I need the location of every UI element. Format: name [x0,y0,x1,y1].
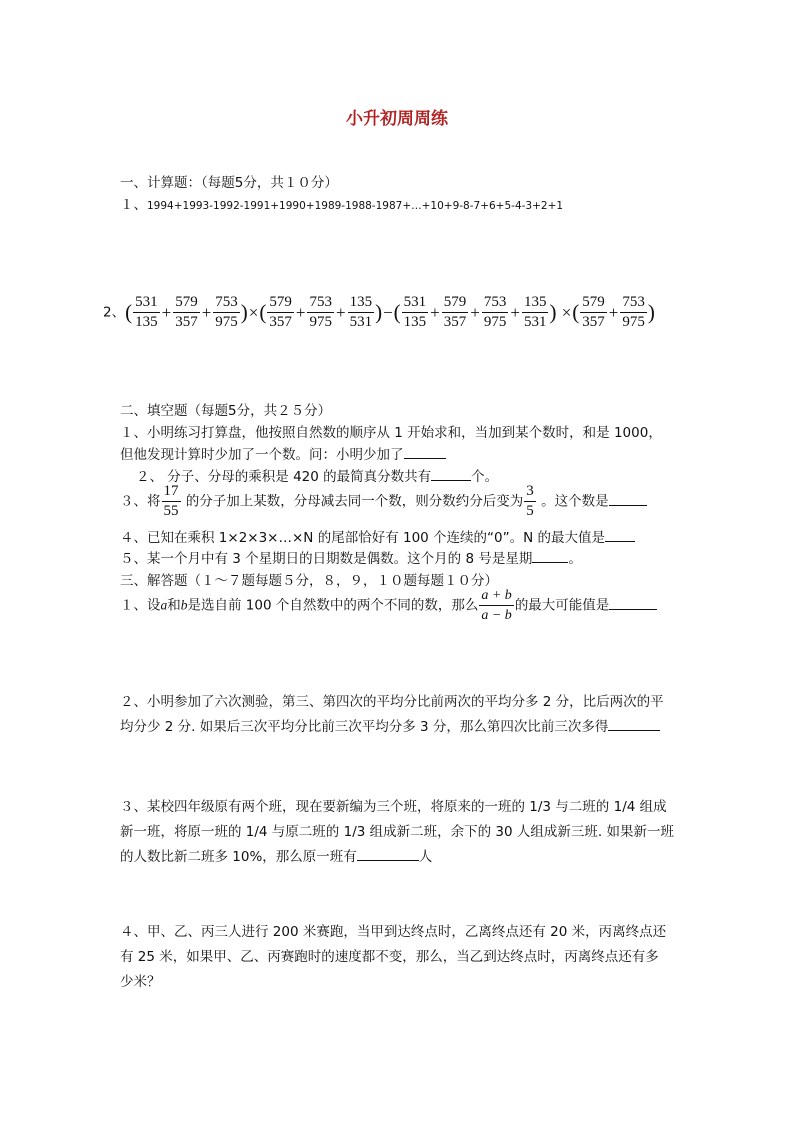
fraction-135-531: $\frac{135}{531}$ [523,294,547,330]
section-2-header: 二、填空题（每题5分，共２５分） [120,403,332,419]
fraction-753-975: $\frac{753}{975}$ [309,294,332,330]
sec3-q4-line3: 少米？ [120,974,161,990]
answer-blank[interactable] [532,550,568,563]
fraction-531-135: $\frac{531}{135}$ [135,294,158,330]
fraction-753-975: $\frac{753}{975}$ [215,294,238,330]
sec3-question-1: １、设a和b是选自前 100 个自然数中的两个不同的数，那么 $\frac{a + b}{a - b}$ 的最大可能值是 [120,586,657,625]
page-title: 小升初周周练 [346,109,448,129]
fraction-579-357: $\frac{579}{357}$ [443,294,467,330]
answer-blank[interactable] [608,718,660,731]
section-3-header: 三、解答题（１～７题每题５分，８，９，１０题每题１０分） [120,573,498,589]
sec3-q2-line1: ２、小明参加了六次测验，第三、第四次的平均分比前两次的平均分多 2 分，比后两次的平 [120,694,664,710]
section-1-header: 一、计算题：（每题5分，共１０分） [120,175,338,191]
fraction-753-975: $\frac{753}{975}$ [622,294,645,330]
sec1-q1-number: １、 [120,197,147,213]
fraction-531-135: $\frac{531}{135}$ [403,294,427,330]
answer-blank[interactable] [609,597,657,610]
fraction-579-357: $\frac{579}{357}$ [269,294,292,330]
fraction-135-531: $\frac{135}{531}$ [349,294,373,330]
sec2-question-5: ５、某一个月中有 3 个星期日的日期数是偶数。这个月的 8 号是星期 。 [120,551,582,567]
sec3-q4-line1: ４、甲、乙、丙三人进行 200 米赛跑，当甲到达终点时，乙离终点还有 20 米，丙离终点还 [120,924,667,940]
sec2-q1-line2: 但他发现计算时少加了一个数。问：小明少加了 [120,443,446,463]
answer-blank[interactable] [605,529,635,542]
sec1-q2-number: 2、 [103,304,126,321]
answer-blank[interactable] [431,468,471,481]
sec2-question-2: ２、 分子、分母的乘积是 420 的最简真分数共有 个。 [136,469,499,485]
fraction-17-55: $\frac{17}{55}$ [163,483,179,519]
sec3-q2-line2: 均分少 2 分. 如果后三次平均分比前三次平均分多 3 分，那么第四次比前三次多得 [120,715,660,735]
sec2-question-3: ３、将 $\frac{17}{55}$ 的分子加上某数，分母减去同一个数，则分数约分后变为 $\frac{3}{5}$ 。这个数是 [120,482,647,521]
sec1-question-1 [120,193,563,213]
sec3-q3-line2: 新一班，将原一班的 1/4 与原二班的 1/3 组成新二班，余下的 30 人组成新三班. 如果新一班 [120,824,674,840]
sec1-q1-expression: 1994+1993-1992-1991+1990+1989-1988-1987+…+10+9-8-7+6+5-4-3+2+1 [147,200,564,212]
answer-blank[interactable] [609,493,647,506]
sec2-question-4: ４、已知在乘积 1×2×3×…×N 的尾部恰好有 100 个连续的“0”。N 的最大值是 [120,526,635,546]
answer-blank[interactable] [357,848,419,861]
sec1-question-2: 2、( $\frac{531}{135}$ + $\frac{579}{357}$ + $\frac{753}{975}$ )×( $\frac{579}{357}$ + $\frac{753}{975}$ + $\frac{135}{531}$ )−( $\frac{531}{135}$ + $\frac{579}{357}$ + $\frac{753}{975}$ + $\frac{135}{531}$ ) ×( $\frac{579}{357}$ + $\frac{753}{975}$ ) [103,294,655,330]
answer-blank[interactable] [404,446,446,459]
sec3-q3-line1: ３、某校四年级原有两个班，现在要新编为三个班，将原来的一班的 1/3 与二班的 1/4 组成 [120,799,667,815]
fraction-a-plus-b-over-a-minus-b: $\frac{a + b}{a - b}$ [481,588,512,623]
fraction-579-357: $\frac{579}{357}$ [582,294,605,330]
fraction-753-975: $\frac{753}{975}$ [483,294,507,330]
fraction-3-5: $\frac{3}{5}$ [526,483,534,519]
sec3-q4-line2: 有 25 米，如果甲、乙、丙赛跑时的速度都不变，那么，当乙到达终点时，丙离终点还有多 [120,949,659,965]
sec3-q3-line3: 的人数比新二班多 10%，那么原一班有 人 [120,849,433,865]
sec2-q1-line1: １、小明练习打算盘，他按照自然数的顺序从 1 开始求和，当加到某个数时，和是 1000， [120,425,662,441]
fraction-579-357: $\frac{579}{357}$ [175,294,198,330]
